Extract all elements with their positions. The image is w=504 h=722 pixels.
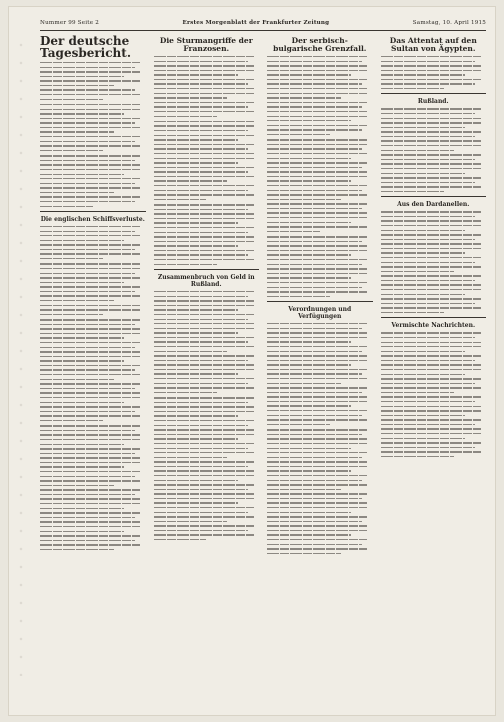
column-3-paragraph <box>267 236 373 297</box>
column-1-paragraph <box>40 263 146 315</box>
section-rule <box>381 317 487 318</box>
column-1-paragraph <box>40 319 146 421</box>
column-3-paragraph <box>267 56 373 135</box>
column-3-paragraph <box>267 139 373 232</box>
section-rule <box>381 196 487 197</box>
column-2-heading-2: Zusammenbruch von Geld in Rußland. <box>157 274 255 289</box>
masthead <box>40 16 486 31</box>
column-4-paragraph <box>381 108 487 192</box>
column-1 <box>40 34 146 708</box>
column-4-heading-4: Vermischte Nachrichten. <box>391 322 476 330</box>
column-1-paragraph <box>40 155 146 207</box>
column-1-heading-2: Die englischen Schiffsverluste. <box>40 215 145 223</box>
column-3 <box>267 34 373 708</box>
column-4-paragraph <box>381 56 487 89</box>
column-4-heading-2: Rußland. <box>417 98 449 106</box>
column-3-paragraph <box>267 323 373 425</box>
column-2 <box>154 34 260 708</box>
column-4-paragraph <box>381 211 487 313</box>
column-3-paragraph <box>267 429 373 554</box>
column-2-paragraph <box>154 56 260 117</box>
masthead-center: Erstes Morgenblatt der Frankfurter Zeitung <box>182 20 330 26</box>
section-rule <box>267 301 373 302</box>
section-rule <box>40 211 146 212</box>
columns <box>40 34 486 708</box>
column-3-heading-2: Verordnungen und Verfügungen <box>288 306 352 321</box>
column-2-paragraph <box>154 397 260 540</box>
column-1-heading-1: Der deutsche Tagesbericht. <box>40 34 131 60</box>
column-1-paragraph <box>40 62 146 100</box>
masthead-right: Samstag, 10. April 1915 <box>412 20 486 26</box>
column-1-paragraph <box>40 425 146 550</box>
column-3-heading-1: Der serbisch-bulgarische Grenzfall. <box>273 36 367 53</box>
newspaper-page <box>8 6 496 716</box>
column-1-paragraph <box>40 226 146 259</box>
column-2-paragraph <box>154 204 260 265</box>
column-4-heading-3: Aus den Dardanellen. <box>397 201 470 209</box>
column-4-heading-1: Das Attentat auf den Sultan von Ägypten. <box>389 36 477 53</box>
margin-speckles <box>14 36 28 676</box>
column-2-paragraph <box>154 291 260 393</box>
column-2-heading-1: Die Sturmangriffe der Franzosen. <box>159 36 253 53</box>
column-4 <box>381 34 487 708</box>
column-4-paragraph <box>381 332 487 457</box>
column-1-paragraph <box>40 104 146 151</box>
section-rule <box>154 269 260 270</box>
column-2-paragraph <box>154 121 260 200</box>
section-rule <box>381 93 487 94</box>
masthead-left: Nummer 99 Seite 2 <box>40 20 99 26</box>
